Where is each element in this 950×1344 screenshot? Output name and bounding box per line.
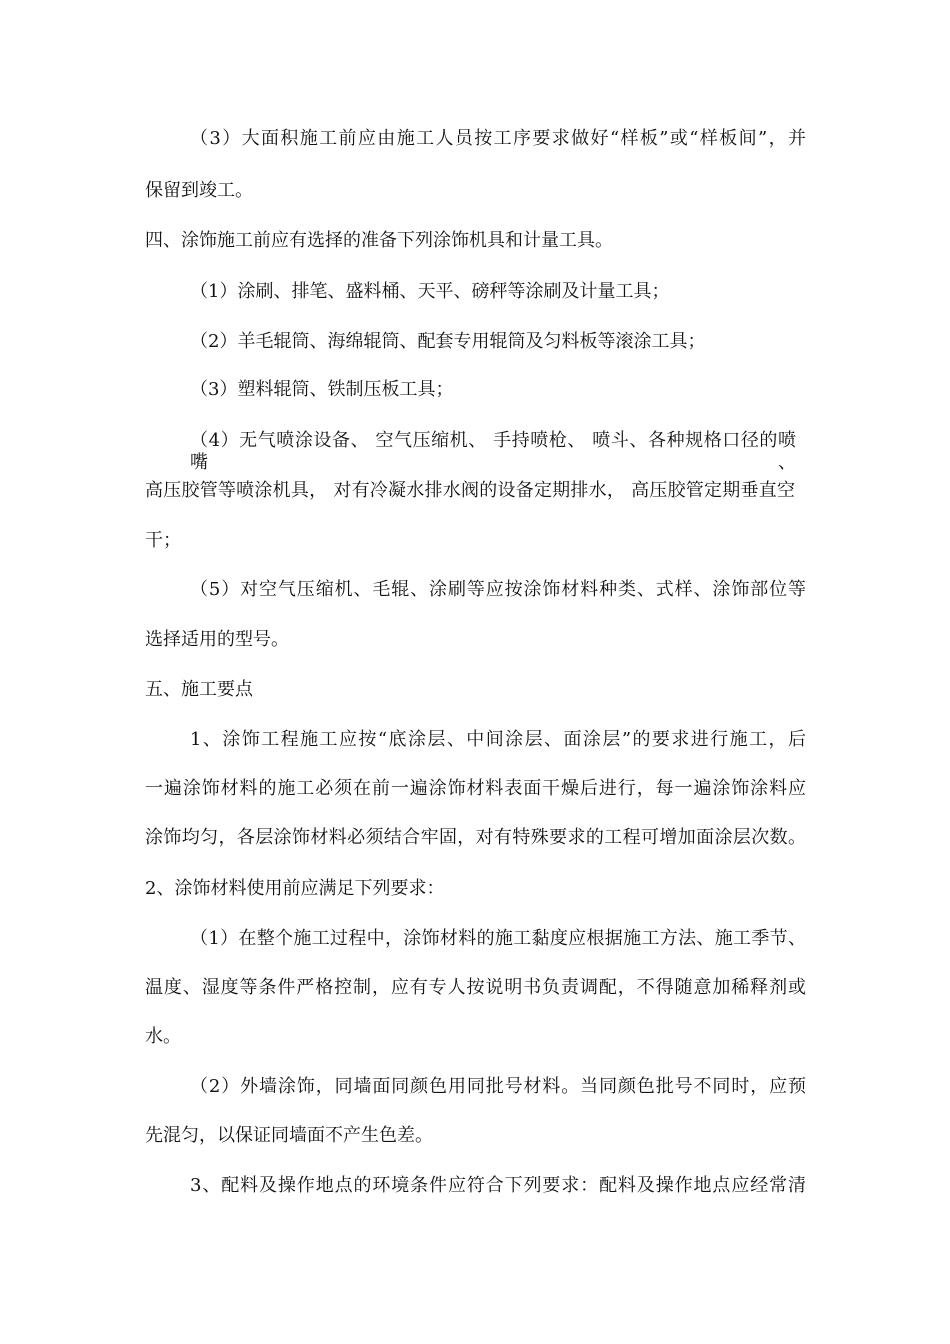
- text-line: （4）无气喷涂设备、 空气压缩机、 手持喷枪、 喷斗、各种规格口径的喷嘴、: [190, 430, 796, 473]
- text-line: 干；: [145, 530, 181, 551]
- text-line: 一遍涂饰材料的施工必须在前一遍涂饰材料表面干燥后进行，每一遍涂饰涂料应: [145, 778, 806, 799]
- text-line: 高压胶管等喷涂机具， 对有冷凝水排水阀的设备定期排水， 高压胶管定期垂直空: [145, 480, 795, 501]
- section-heading: 五、施工要点: [145, 679, 253, 700]
- text-line: （1）涂刷、排笔、盛料桶、天平、磅秤等涂刷及计量工具；: [190, 281, 670, 302]
- text-line: 涂饰均匀，各层涂饰材料必须结合牢固，对有特殊要求的工程可增加面涂层次数。: [145, 827, 806, 848]
- text-line: 先混匀，以保证同墙面不产生色差。: [145, 1125, 433, 1146]
- text-line: 选择适用的型号。: [145, 629, 289, 650]
- text-line: （3）大面积施工前应由施工人员按工序要求做好“样板”或“样板间”，并: [190, 128, 806, 149]
- text-line: 3、配料及操作地点的环境条件应符合下列要求：配料及操作地点应经常清: [190, 1175, 806, 1196]
- text-line: （2）外墙涂饰，同墙面同颜色用同批号材料。当同颜色批号不同时，应预: [190, 1076, 806, 1097]
- text-line: 1、涂饰工程施工应按“底涂层、中间涂层、面涂层”的要求进行施工，后: [190, 729, 806, 750]
- text-line: 温度、湿度等条件严格控制，应有专人按说明书负责调配，不得随意加稀释剂或: [145, 977, 806, 998]
- text-line: 保留到竣工。: [145, 180, 253, 201]
- text-line: 水。: [145, 1026, 181, 1047]
- text-line: 2、涂饰材料使用前应满足下列要求：: [145, 878, 445, 899]
- text-line: （5）对空气压缩机、毛辊、涂刷等应按涂饰材料种类、式样、涂饰部位等: [190, 579, 806, 600]
- text-line: （1）在整个施工过程中，涂饰材料的施工黏度应根据施工方法、施工季节、: [190, 928, 806, 949]
- section-heading: 四、涂饰施工前应有选择的准备下列涂饰机具和计量工具。: [145, 230, 613, 251]
- text-line: （3）塑料辊筒、铁制压板工具；: [190, 379, 454, 400]
- text-line: （2）羊毛辊筒、海绵辊筒、配套专用辊筒及匀料板等滚涂工具；: [190, 331, 706, 352]
